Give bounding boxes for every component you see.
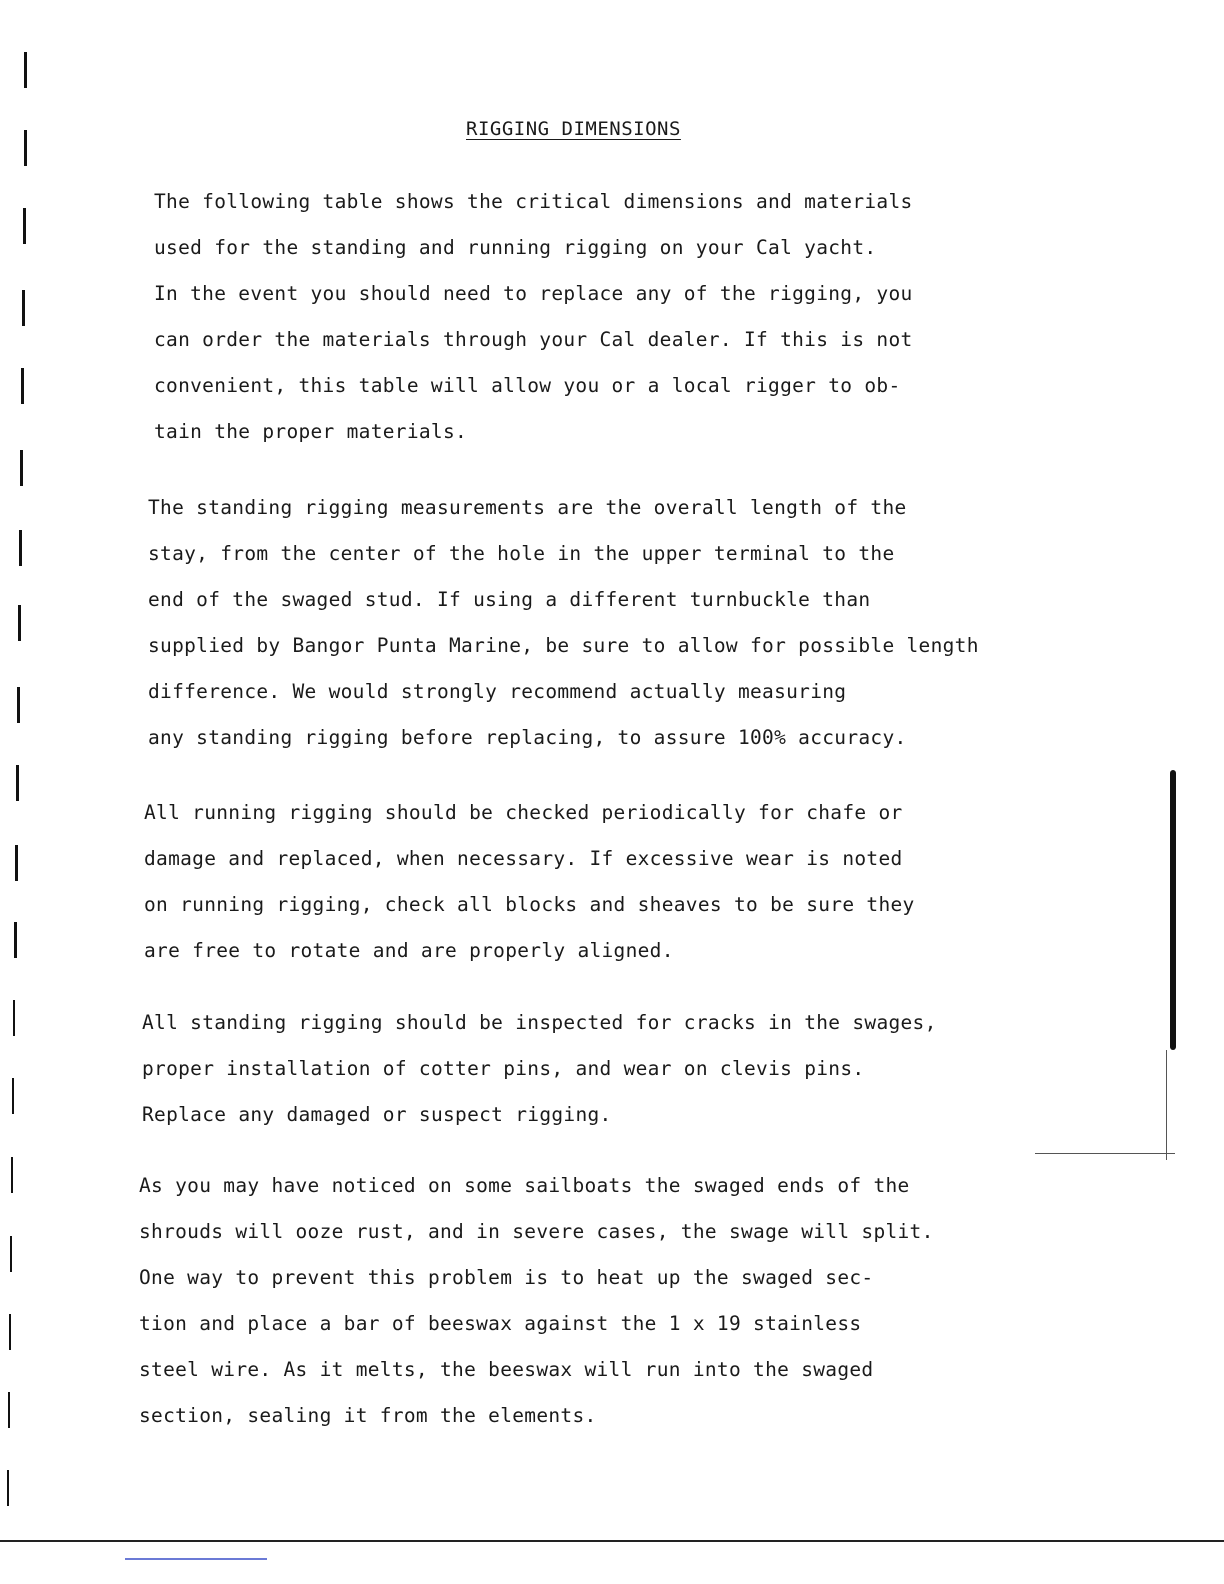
text-line: tain the proper materials. — [154, 420, 468, 443]
text-line: proper installation of cotter pins, and wear on clevis pins. — [142, 1057, 865, 1080]
right-edge-tick — [1035, 1153, 1175, 1154]
binding-mark — [17, 687, 20, 723]
text-line: can order the materials through your Cal dealer. If this is not — [154, 328, 913, 351]
text-line: are free to rotate and are properly aligned. — [144, 939, 674, 962]
text-line: shrouds will ooze rust, and in severe cases, the swage will split. — [139, 1220, 934, 1243]
text-line: damage and replaced, when necessary. If excessive wear is noted — [144, 847, 903, 870]
paragraph-4 — [142, 1000, 937, 1138]
text-line: section, sealing it from the elements. — [139, 1404, 597, 1427]
binding-mark — [9, 1314, 11, 1350]
binding-mark — [12, 1078, 14, 1114]
right-edge-shadow — [1170, 770, 1176, 1050]
text-line: difference. We would strongly recommend actually measuring — [148, 680, 847, 703]
text-line: on running rigging, check all blocks and sheaves to be sure they — [144, 893, 915, 916]
binding-mark — [14, 922, 17, 958]
paragraph-1 — [154, 179, 913, 455]
binding-mark — [15, 845, 18, 881]
right-edge-line — [1166, 1050, 1167, 1160]
text-line: As you may have noticed on some sailboats the swaged ends of the — [139, 1174, 910, 1197]
binding-mark — [10, 1236, 12, 1272]
binding-mark — [18, 605, 21, 641]
binding-mark — [22, 290, 25, 326]
text-line: convenient, this table will allow you or a local rigger to ob- — [154, 374, 901, 397]
binding-mark — [19, 530, 22, 566]
bottom-rule — [0, 1540, 1224, 1542]
text-line: end of the swaged stud. If using a different turnbuckle than — [148, 588, 871, 611]
paragraph-3 — [144, 790, 915, 974]
page-title: RIGGING DIMENSIONS — [466, 118, 681, 140]
text-line: used for the standing and running rigging on your Cal yacht. — [154, 236, 877, 259]
binding-mark — [20, 450, 23, 486]
text-line: tion and place a bar of beeswax against the 1 x 19 stainless — [139, 1312, 862, 1335]
paragraph-5 — [139, 1163, 934, 1439]
binding-mark — [23, 208, 26, 244]
binding-mark — [13, 1000, 15, 1036]
text-line: The following table shows the critical dimensions and materials — [154, 190, 913, 213]
text-line: The standing rigging measurements are the overall length of the — [148, 496, 907, 519]
binding-mark — [21, 368, 24, 404]
text-line: All standing rigging should be inspected for cracks in the swages, — [142, 1011, 937, 1034]
text-line: steel wire. As it melts, the beeswax will run into the swaged — [139, 1358, 874, 1381]
text-line: All running rigging should be checked periodically for chafe or — [144, 801, 903, 824]
text-line: any standing rigging before replacing, to assure 100% accuracy. — [148, 726, 907, 749]
text-line: supplied by Bangor Punta Marine, be sure to allow for possible length — [148, 634, 979, 657]
binding-mark — [16, 765, 19, 801]
binding-mark — [11, 1157, 13, 1193]
binding-mark — [8, 1392, 10, 1428]
text-line: One way to prevent this problem is to heat up the swaged sec- — [139, 1266, 874, 1289]
paragraph-2 — [148, 485, 979, 761]
text-line: stay, from the center of the hole in the upper terminal to the — [148, 542, 895, 565]
binding-mark — [24, 52, 27, 88]
text-line: Replace any damaged or suspect rigging. — [142, 1103, 612, 1126]
text-line: In the event you should need to replace any of the rigging, you — [154, 282, 913, 305]
bottom-mark — [125, 1558, 267, 1560]
binding-mark — [24, 130, 27, 166]
binding-mark — [7, 1470, 9, 1506]
